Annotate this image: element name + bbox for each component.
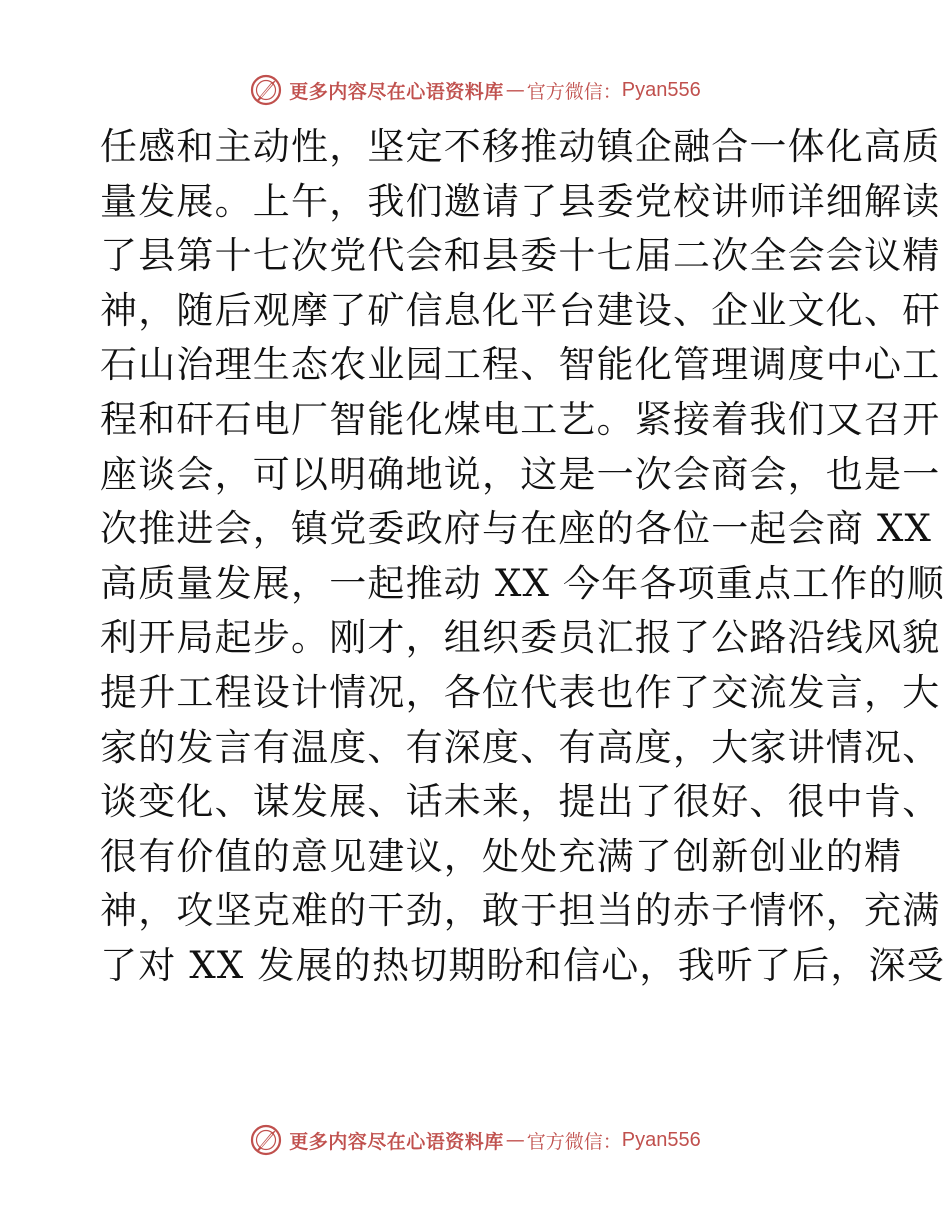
footer-banner bbox=[0, 1120, 950, 1160]
text-line: 量发展。上午，我们邀请了县委党校讲师详细解读 bbox=[100, 179, 941, 223]
banner-label: 更多内容尽在心语资料库 bbox=[289, 80, 504, 103]
text-line: 利开局起步。刚才，组织委员汇报了公路沿线风貌 bbox=[100, 616, 941, 660]
banner-dash: — bbox=[505, 1129, 525, 1151]
text-line: 了县第十七次党代会和县委十七届二次全会会议精 bbox=[100, 234, 941, 278]
text-line: 家的发言有温度、有深度、有高度，大家讲情况、 bbox=[100, 725, 941, 769]
text-line: 石山治理生态农业园工程、智能化管理调度中心工 bbox=[100, 343, 941, 387]
pen-nib-logo-icon bbox=[249, 73, 283, 107]
text-line: 高质量发展，一起推动 XX 今年各项重点工作的顺 bbox=[100, 561, 946, 605]
text-line: 任感和主动性，坚定不移推动镇企融合一体化高质 bbox=[100, 125, 941, 168]
banner-wechat-label: 官方微信： bbox=[526, 80, 622, 103]
text-line: 次推进会，镇党委政府与在座的各位一起会商 XX bbox=[100, 507, 933, 551]
text-line: 神，随后观摩了矿信息化平台建设、企业文化、矸 bbox=[100, 288, 941, 332]
pen-nib-logo-icon bbox=[249, 1123, 283, 1157]
banner-wechat-label: 官方微信： bbox=[526, 1130, 622, 1153]
banner-wechat-id: Pyan556 bbox=[621, 1128, 701, 1151]
text-line: 了对 XX 发展的热切期盼和信心，我听了后，深受 bbox=[100, 943, 946, 987]
text-line: 程和矸石电厂智能化煤电工艺。紧接着我们又召开 bbox=[100, 397, 941, 441]
header-banner bbox=[0, 70, 950, 110]
document-body bbox=[100, 120, 946, 994]
text-line: 谈变化、谋发展、话未来，提出了很好、很中肯、 bbox=[100, 780, 941, 824]
banner-label: 更多内容尽在心语资料库 bbox=[289, 1130, 504, 1153]
text-line: 神，攻坚克难的干劲，敢于担当的赤子情怀，充满 bbox=[100, 889, 941, 933]
banner-dash: — bbox=[505, 79, 525, 101]
text-line: 提升工程设计情况，各位代表也作了交流发言，大 bbox=[100, 670, 941, 714]
banner-wechat-id: Pyan556 bbox=[621, 78, 701, 101]
text-line: 座谈会，可以明确地说，这是一次会商会，也是一 bbox=[100, 452, 941, 496]
text-line: 很有价值的意见建议，处处充满了创新创业的精 bbox=[100, 834, 903, 878]
